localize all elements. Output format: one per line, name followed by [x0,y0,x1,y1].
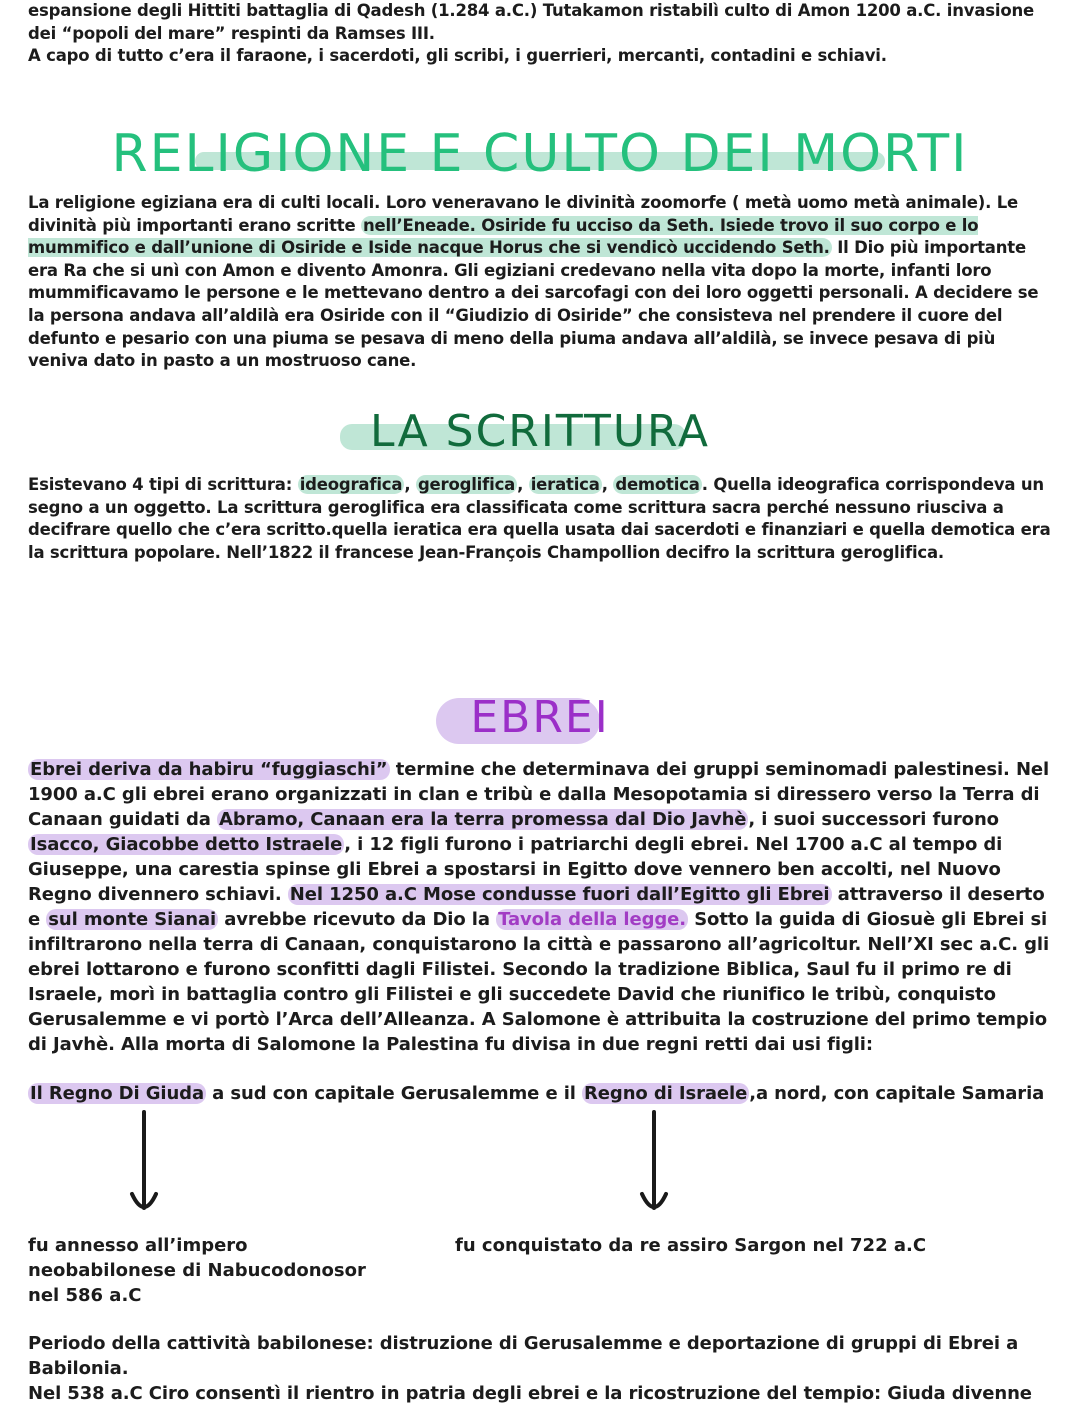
ebrei-text: attraverso il deserto e [28,884,1045,930]
separator: , [517,475,529,494]
giuda-note: fu annesso all’impero neobabilonese di Nabucodonosor nel 586 a.C [28,1235,366,1306]
regni-line [28,1081,1058,1106]
down-arrow-icon [630,1108,680,1223]
religione-text: Il Dio più importante era Ra che si unì con Amon e divento Amonra. Gli egiziani credevano nella vita dopo la morte, infanti loro mummificavamo le persone e le mettevano dentro a dei sarcofagi con dei loro oggetti personali. A decidere se la persona andava all’aldilà era Osiride con il “Giudizio di Osiride” che consisteva nel prendere il cuore del defunto e pesario con una piuma se pesava di meno della piuma andava all’aldilà, se invece pesava di più veniva dato in pasto a un mostruoso cane. [28,238,1039,371]
ebrei-heading [0,692,1080,748]
scrittura-type: demotica [615,475,700,494]
ebrei-highlight: Ebrei deriva da habiru “fuggiaschi” [30,759,388,780]
ebrei-highlight: sul monte Sianai [48,909,217,930]
ebrei-highlight: Abramo, Canaan era la terra promessa dal Dio Javhè [218,809,747,830]
separator: , [601,475,614,494]
intro-line: A capo di tutto c’era il faraone, i sacerdoti, gli scribi, i guerrieri, mercanti, contadini e schiavi. [28,46,887,65]
religione-title: RELIGIONE E CULTO DEI MORTI [111,124,969,184]
scrittura-paragraph [28,474,1058,564]
regni-text: ,a nord, con capitale Samaria [749,1083,1045,1104]
religione-heading [0,124,1080,186]
religione-paragraph [28,192,1058,373]
ebrei-highlight: Isacco, Giacobbe detto Istraele [30,834,343,855]
ebrei-text: , i 12 figli furono i patriarchi degli ebrei. Nel 1700 a.C al tempo di Giuseppe, una carestia spinse gli Ebrei a spostarsi in Egitto dove vennero ben accolti, nel Nuovo Regno divennero schiavi. [28,834,1003,905]
ebrei-highlight: Tavola della legge. [498,909,687,930]
scrittura-text: . Quella ideografica corrispondeva un segno a un oggetto. La scrittura geroglifica era classificata come scrittura sacra perché nessuno riusciva a decifrare quello che c’era scritto.quella ieratica era quella usata dai sacerdoti e finanziari e quella demotica era la scrittura popolare. Nell’1822 il francese Jean-François Champollion decifro la scrittura geroglifica. [28,475,1051,562]
regni-text: a sud con capitale Gerusalemme e il [206,1083,583,1104]
regno-israele: Regno di Israele [584,1083,748,1104]
ebrei-paragraph [28,757,1058,1057]
scrittura-type: ideografica [299,475,403,494]
ebrei-text: termine che determinava dei gruppi seminomadi palestinesi. Nel 1900 a.C gli ebrei erano organizzati in clan e tribù e dalla Mesopotamia si diressero verso la Terra di Canaan guidati da [28,759,1050,830]
closing-paragraph [28,1331,1058,1406]
closing-line: Periodo della cattività babilonese: distruzione di Gerusalemme e deportazione di gruppi di Ebrei a Babilonia. [28,1333,1019,1379]
separator: , [404,475,416,494]
israele-note: fu conquistato da re assiro Sargon nel 722 a.C [455,1235,927,1256]
ebrei-highlight: Nel 1250 a.C Mose condusse fuori dall’Egitto gli Ebrei [289,884,830,905]
intro-paragraph [28,0,1058,68]
ebrei-text: , i suoi successori furono [748,809,999,830]
scrittura-text: Esistevano 4 tipi di scrittura: [28,475,298,494]
religione-highlight: nell’Eneade. Osiride fu ucciso da Seth. Isiede trovo il suo corpo e lo mummifico e dall’unione di Osiride e Iside nacque Horus che si vendicò uccidendo Seth. [28,215,979,258]
ebrei-text: avrebbe ricevuto da Dio la [218,909,497,930]
scrittura-type: geroglifica [417,475,516,494]
ebrei-title: EBREI [470,692,610,743]
closing-line: Nel 538 a.C Ciro consentì il rientro in patria degli ebrei e la ricostruzione del tempio: Giuda divenne [28,1383,1032,1404]
down-arrow-icon [120,1108,170,1223]
intro-line: dei “popoli del mare” respinti da Ramses III. [28,23,435,43]
regno-giuda: Il Regno Di Giuda [30,1083,205,1104]
scrittura-type: ieratica [530,475,600,494]
scrittura-title: LA SCRITTURA [370,406,710,457]
religione-text: La religione egiziana era di culti locali. Loro veneravano le divinità zoomorfe ( metà uomo metà animale). Le divinità più importanti erano scritte [28,193,1019,235]
intro-line: espansione degli Hittiti battaglia di Qadesh (1.284 a.C.) Tutakamon ristabilì culto di Amon 1200 a.C. invasione [28,1,1035,20]
ebrei-text: Sotto la guida di Giosuè gli Ebrei si infiltrarono nella terra di Canaan, conquistarono la città e passarono all’agricoltur. Nell’XI sec a.C. gli ebrei lottarono e furono sconfitti dagli Filistei. Secondo la tradizione Biblica, Saul fu il primo re di Israele, morì in battaglia contro gli Filistei e gli succedete David che riunifico le tribù, conquisto Gerusalemme e vi portò l’Arca dell’Alleanza. A Salomone è attribuita la costruzione del primo tempio di Javhè. Alla morta di Salomone la Palestina fu divisa in due regni retti dai usi figli: [28,909,1050,1055]
scrittura-heading [0,406,1080,462]
